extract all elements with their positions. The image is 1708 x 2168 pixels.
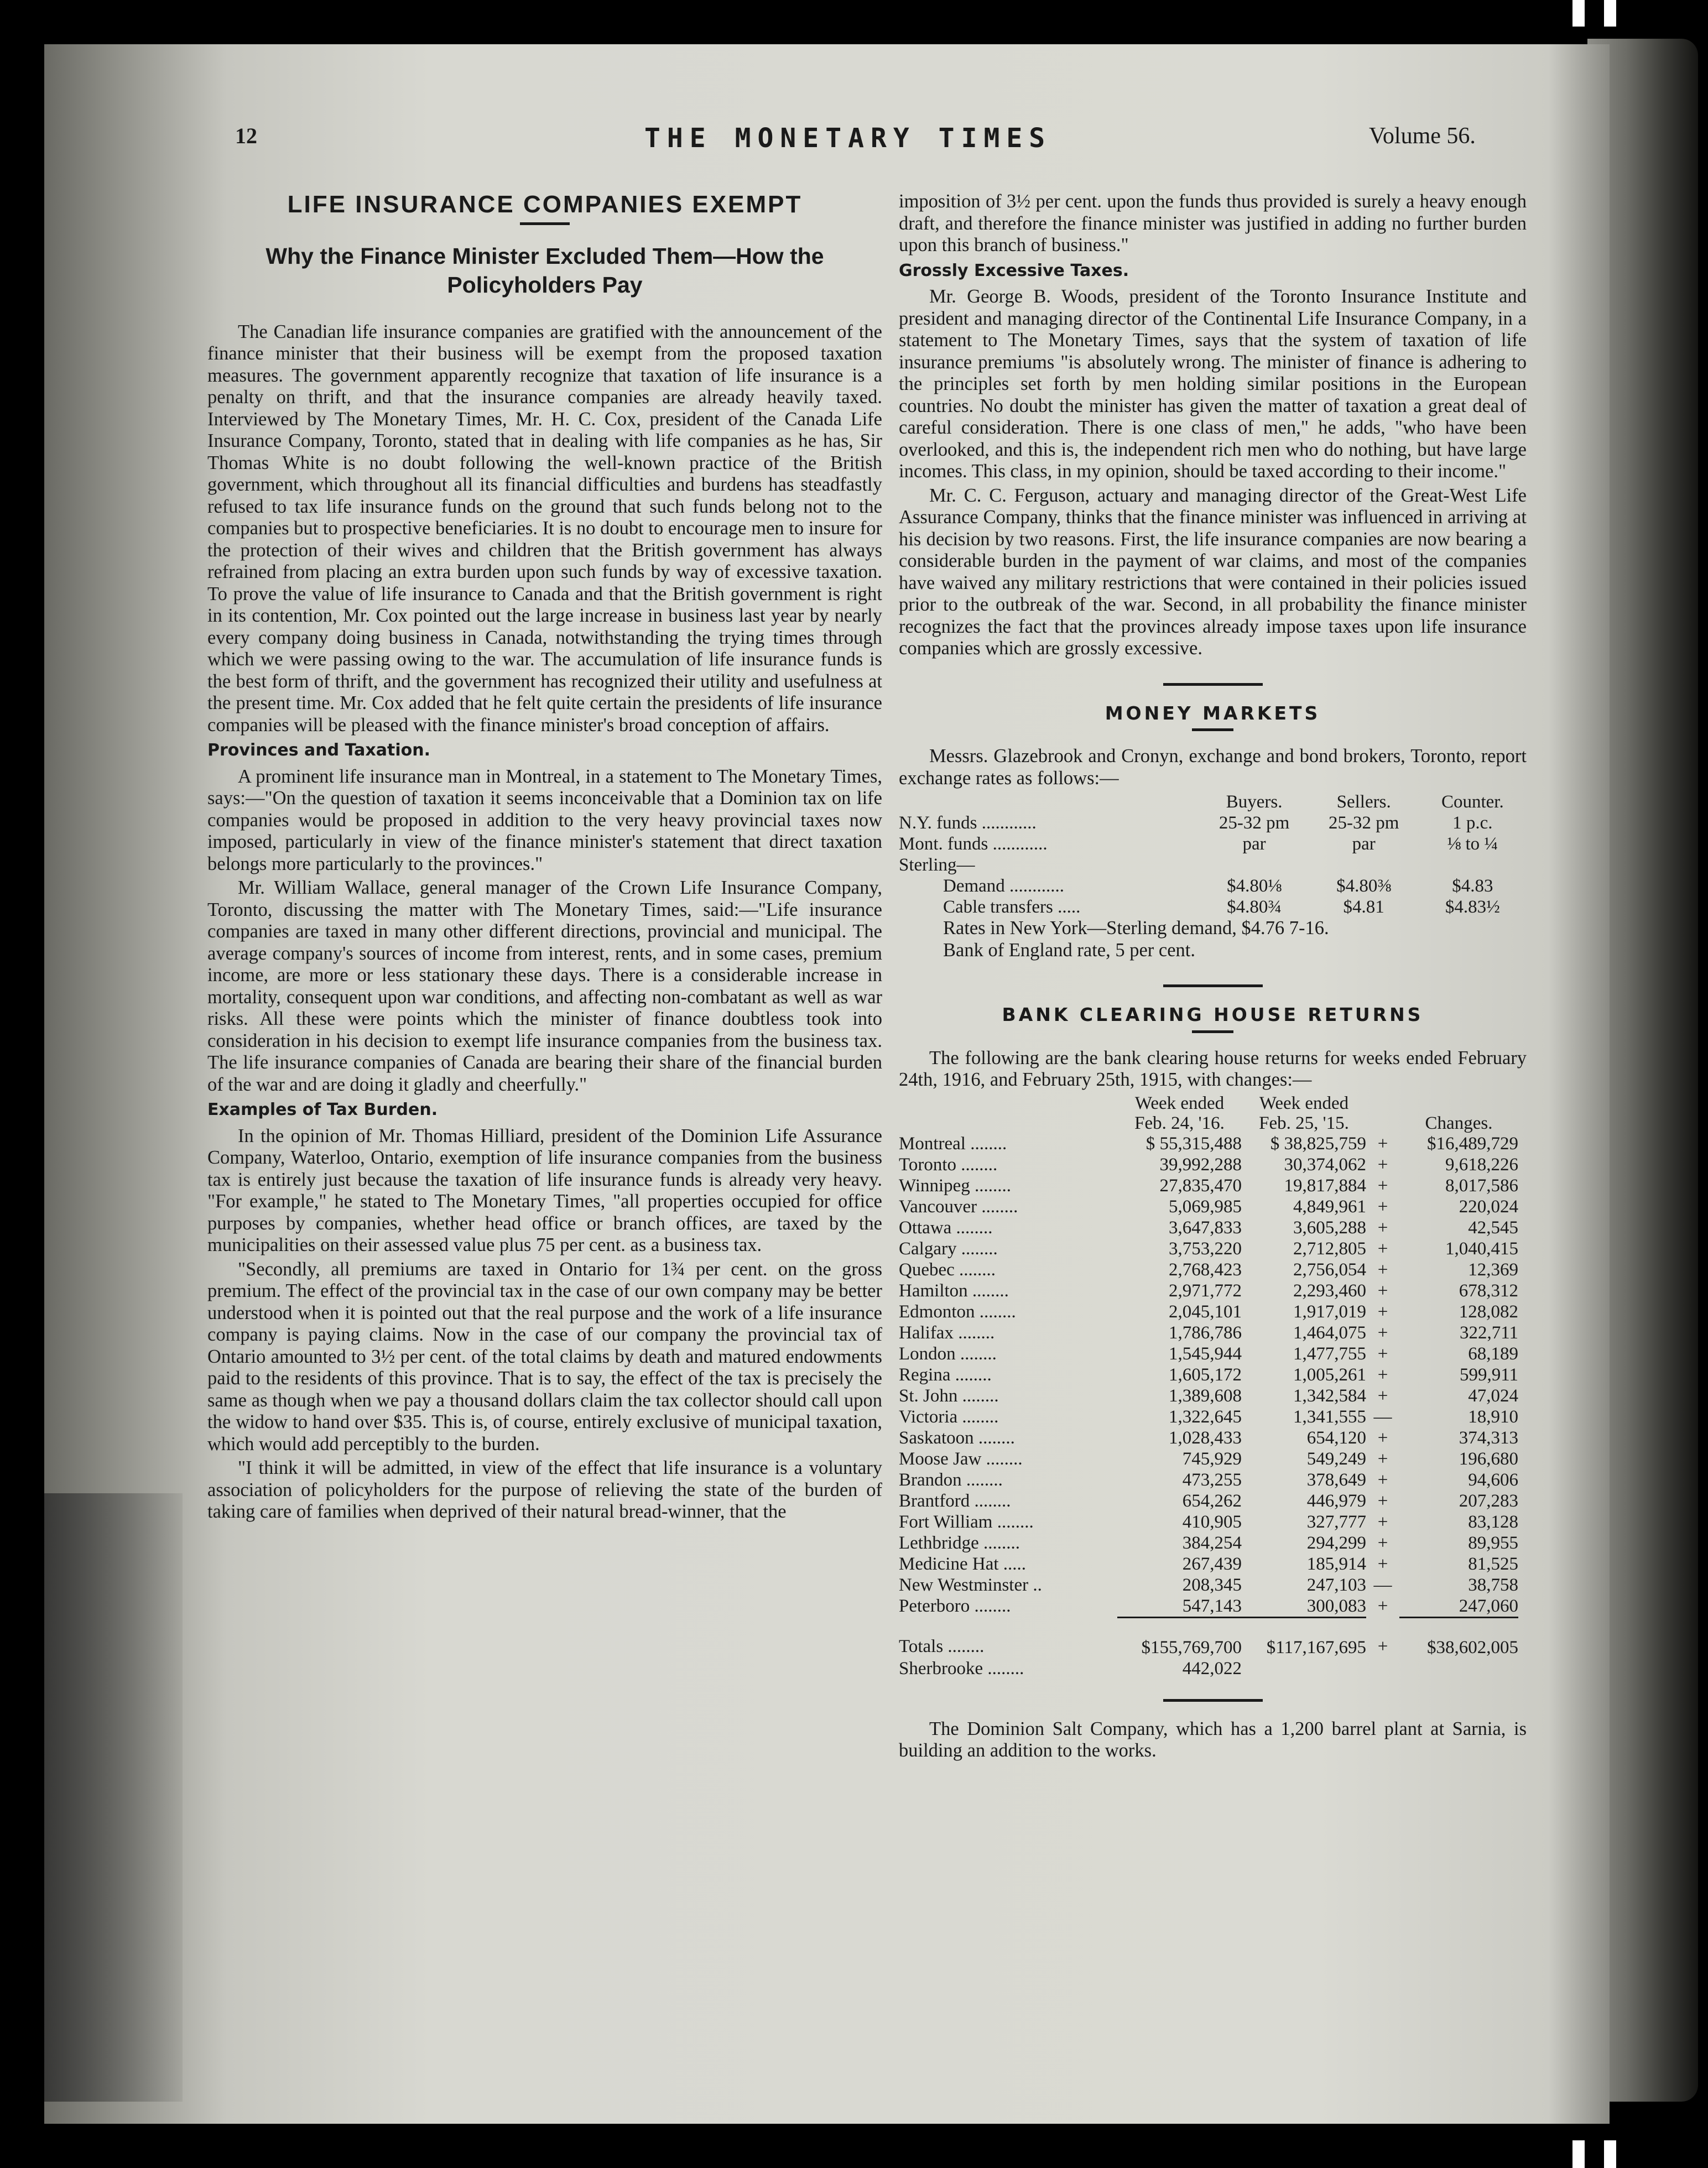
table-cell: 25-32 pm	[1328, 813, 1399, 833]
change-value: 1,040,415	[1445, 1238, 1518, 1259]
row-label: Moose Jaw ........	[899, 1448, 1023, 1469]
change-value: 8,017,586	[1445, 1175, 1518, 1196]
change-value: 83,128	[1468, 1512, 1518, 1532]
change-sign: +	[1377, 1427, 1388, 1448]
row-label: N.Y. funds ............	[899, 813, 1037, 833]
change-sign: +	[1377, 1533, 1388, 1553]
table-cell: 1,028,433	[1169, 1427, 1242, 1448]
table-row	[899, 1133, 1518, 1154]
row-label: Lethbridge ........	[899, 1533, 1020, 1553]
table-row	[899, 1554, 1518, 1575]
column-header: Buyers.	[1226, 792, 1283, 812]
table-cell: 1,341,555	[1293, 1406, 1366, 1427]
row-label: Brantford ........	[899, 1490, 1011, 1511]
right-column	[899, 191, 1527, 1764]
change-sign: +	[1377, 1133, 1388, 1154]
change-value: 38,758	[1468, 1575, 1518, 1595]
table-cell: 1,605,172	[1169, 1364, 1242, 1385]
section-separator	[1163, 683, 1263, 686]
change-sign: +	[1377, 1196, 1388, 1217]
bank-clearing-title: BANK CLEARING HOUSE RETURNS	[1002, 1004, 1424, 1025]
row-label: Peterboro ........	[899, 1596, 1011, 1616]
change-sign: +	[1377, 1259, 1388, 1280]
paragraph: In the opinion of Mr. Thomas Hilliard, president of the Dominion Life Assurance Company, Waterloo, Ontario, exemption of life insurance companies from the business tax is entirely just because the taxation of life insurance funds is already very heavy. "For example," he stated to The Monetary Times, "all properties occupied for office purposes by companies, whether head office or branch offices, are taxed by the municipalities on their assessed value plus 75 per cent. as a business tax.	[207, 1125, 882, 1255]
change-sign: +	[1377, 1596, 1388, 1616]
table-cell: $4.83	[1452, 876, 1493, 896]
table-cell: 19,817,884	[1284, 1175, 1366, 1196]
table-cell: 2,768,423	[1169, 1259, 1242, 1280]
change-sign: +	[1377, 1637, 1388, 1656]
row-label: Sterling—	[899, 855, 975, 875]
table-cell: par	[1352, 834, 1376, 854]
exchange-rates-table	[899, 791, 1527, 918]
table-cell: $155,769,700	[1117, 1617, 1242, 1658]
table-row	[899, 1575, 1518, 1596]
table-row	[899, 1259, 1518, 1280]
table-cell: 1,477,755	[1293, 1343, 1366, 1364]
row-label: Victoria ........	[899, 1406, 999, 1427]
table-row	[899, 1175, 1518, 1196]
table-cell: 654,262	[1182, 1490, 1242, 1511]
row-label: Hamilton ........	[899, 1280, 1009, 1301]
row-label: Vancouver ........	[899, 1196, 1018, 1217]
change-value: 18,910	[1468, 1406, 1518, 1427]
paragraph: Mr. George B. Woods, president of the Toronto Insurance Institute and president and managing director of the Continental Life Insurance Company, in a statement to The Monetary Times, says that the system of taxation of life insurance premiums "is absolutely wrong. The minister of finance is adhering to the principles set forth by men holding similar positions in the European countries. No doubt the minister has given the matter of taxation a great deal of careful consideration. There is one class of men," he adds, "who have been overlooked, and this is, the independent rich men who do nothing, but have large incomes. This class, in my opinion, should be taxed according to their income."	[899, 286, 1527, 482]
section-heading: Provinces and Taxation.	[207, 741, 430, 760]
table-row	[899, 1322, 1518, 1343]
title-rule	[1192, 728, 1233, 731]
table-cell: $ 38,825,759	[1270, 1133, 1366, 1154]
change-sign: +	[1377, 1490, 1388, 1511]
table-cell: 1,917,019	[1293, 1301, 1366, 1322]
row-label: Brandon ........	[899, 1469, 1003, 1490]
table-cell: 446,979	[1306, 1490, 1366, 1511]
article-title: LIFE INSURANCE COMPANIES EXEMPT	[287, 191, 803, 218]
column-header: Week ended	[1259, 1093, 1349, 1113]
change-sign: +	[1377, 1217, 1388, 1238]
table-cell: 2,045,101	[1169, 1301, 1242, 1322]
change-value: 12,369	[1468, 1259, 1518, 1280]
table-row	[899, 854, 1527, 875]
column-header: Changes.	[1425, 1113, 1493, 1133]
change-value: 599,911	[1459, 1364, 1518, 1385]
change-sign: —	[1373, 1575, 1392, 1595]
table-row	[899, 1469, 1518, 1490]
table-cell: 442,022	[1182, 1658, 1242, 1679]
row-label: Sherbrooke ........	[899, 1658, 1024, 1679]
table-cell: 247,103	[1306, 1575, 1366, 1595]
table-cell: 384,254	[1182, 1533, 1242, 1553]
change-sign: +	[1377, 1554, 1388, 1574]
change-value: 42,545	[1468, 1217, 1518, 1238]
change-sign: +	[1377, 1512, 1388, 1532]
table-header-row	[899, 1093, 1518, 1113]
table-cell: 473,255	[1182, 1469, 1242, 1490]
section-separator	[1163, 984, 1263, 987]
column-header: Week ended	[1134, 1093, 1225, 1113]
column-header: Feb. 25, '15.	[1259, 1113, 1349, 1133]
table-cell: 1,005,261	[1293, 1364, 1366, 1385]
change-sign: —	[1373, 1406, 1392, 1427]
rate-note: Rates in New York—Sterling demand, $4.76 7-16.	[943, 918, 1329, 939]
paragraph: Mr. William Wallace, general manager of the Crown Life Insurance Company, Toronto, discussing the matter with The Monetary Times, said:—"Life insurance companies are taxed in many other different directions, provincial and municipal. The average company's sources of income from interest, rents, and in some cases, premium income, are more or less stationary these days. There is a considerable increase in mortality, consequent upon war conditions, and affecting non-combatant as well as war risks. All these were points which the minister of finance doubtless took into consideration in his decision to exempt life insurance companies from the business tax. The life insurance companies of Canada are bearing their share of the financial burden of the war and are doing it gladly and cheerfully."	[207, 877, 882, 1095]
table-cell: par	[1242, 834, 1266, 854]
table-cell: 1 p.c.	[1452, 813, 1493, 833]
table-row	[899, 1238, 1518, 1259]
money-markets-title: MONEY MARKETS	[1105, 702, 1321, 724]
table-cell: 2,756,054	[1293, 1259, 1366, 1280]
table-row	[899, 1343, 1518, 1364]
change-value: 81,525	[1468, 1554, 1518, 1574]
change-value: 68,189	[1468, 1343, 1518, 1364]
rate-note: Bank of England rate, 5 per cent.	[943, 939, 1195, 961]
table-cell: 30,374,062	[1284, 1154, 1366, 1175]
table-cell: 2,712,805	[1293, 1238, 1366, 1259]
table-row	[899, 1154, 1518, 1175]
table-row	[899, 1217, 1518, 1238]
change-value: 94,606	[1468, 1469, 1518, 1490]
table-row	[899, 1512, 1518, 1533]
row-label: Halifax ........	[899, 1322, 995, 1343]
table-cell: 5,069,985	[1169, 1196, 1242, 1217]
paragraph-continued: imposition of 3½ per cent. upon the funds thus provided is surely a heavy enough draft, and therefore the finance minister was justified in adding no further burden upon this branch of business."	[899, 191, 1527, 256]
table-cell: 1,322,645	[1169, 1406, 1242, 1427]
table-cell: 1,464,075	[1293, 1322, 1366, 1343]
change-sign: +	[1377, 1343, 1388, 1364]
change-value: $38,602,005	[1399, 1617, 1518, 1658]
change-sign	[1366, 1658, 1399, 1679]
row-label: Winnipeg ........	[899, 1175, 1012, 1196]
row-label: Calgary ........	[899, 1238, 998, 1259]
row-label: Medicine Hat .....	[899, 1554, 1027, 1574]
totals-row	[899, 1617, 1518, 1658]
table-row	[899, 1448, 1518, 1469]
table-row	[899, 1406, 1518, 1427]
column-header: Feb. 24, '16.	[1134, 1113, 1225, 1133]
change-sign: +	[1377, 1364, 1388, 1385]
table-cell: 4,849,961	[1293, 1196, 1366, 1217]
change-sign: +	[1377, 1280, 1388, 1301]
change-sign: +	[1377, 1385, 1388, 1406]
table-cell: $4.80¾	[1227, 897, 1282, 917]
paragraph: "Secondly, all premiums are taxed in Ontario for 1¾ per cent. on the gross premium. The effect of the provincial tax in the case of our own company may be better understood when it is pointed out that the real purpose and the work of a life insurance company is paying claims. Now in the case of our company the provincial tax of Ontario amounted to 3½ per cent. of the total claims by death and matured endowments paid to the residents of this province. That is to say, the effect of the tax is precisely the same as though when we pay a thousand dollars claim the tax collector should call upon the widow to hand over $35. This is, of course, entirely exclusive of municipal taxation, which would add perceptibly to the burden.	[207, 1258, 882, 1455]
table-row	[899, 1596, 1518, 1618]
table-cell: 3,647,833	[1169, 1217, 1242, 1238]
change-sign: +	[1377, 1175, 1388, 1196]
row-label: Edmonton ........	[899, 1301, 1016, 1322]
table-cell: 547,143	[1182, 1596, 1242, 1616]
table-cell: 549,249	[1306, 1448, 1366, 1469]
table-row	[899, 812, 1527, 833]
row-label: Ottawa ........	[899, 1217, 993, 1238]
change-sign: +	[1377, 1469, 1388, 1490]
change-value	[1399, 1658, 1518, 1679]
bank-clearing-intro: The following are the bank clearing house returns for weeks ended February 24th, 1916, and February 25th, 1915, with changes:—	[899, 1047, 1527, 1090]
section-separator	[1163, 1699, 1263, 1702]
change-sign: +	[1377, 1322, 1388, 1343]
table-header-row	[899, 1113, 1518, 1133]
row-label: Quebec ........	[899, 1259, 996, 1280]
volume-label: Volume 56.	[1369, 123, 1476, 149]
table-cell: $4.83½	[1445, 897, 1500, 917]
page-number: 12	[235, 123, 257, 148]
table-cell: $4.80⅛	[1227, 876, 1282, 896]
row-label: Totals ........	[899, 1637, 985, 1656]
table-cell: 2,971,772	[1169, 1280, 1242, 1301]
row-label: New Westminster ..	[899, 1575, 1042, 1595]
change-value: 47,024	[1468, 1385, 1518, 1406]
table-row	[899, 1490, 1518, 1512]
change-value: 9,618,226	[1445, 1154, 1518, 1175]
change-value: 678,312	[1459, 1280, 1518, 1301]
change-value: 247,060	[1459, 1596, 1518, 1616]
change-value: 207,283	[1459, 1490, 1518, 1511]
table-cell: 39,992,288	[1159, 1154, 1242, 1175]
table-row	[899, 1364, 1518, 1385]
table-cell: 3,753,220	[1169, 1238, 1242, 1259]
bank-clearing-table	[899, 1093, 1518, 1679]
row-label: Mont. funds ............	[899, 834, 1048, 854]
closing-note: The Dominion Salt Company, which has a 1,200 barrel plant at Sarnia, is building an addition to the works.	[899, 1718, 1527, 1761]
money-markets-intro: Messrs. Glazebrook and Cronyn, exchange and bond brokers, Toronto, report exchange rates as follows:—	[899, 746, 1527, 789]
paragraph: Mr. C. C. Ferguson, actuary and managing director of the Great-West Life Assurance Company, thinks that the finance minister was influenced in arriving at his decision by two reasons. First, the life insurance companies are now bearing a considerable burden in the payment of war claims, and most of the companies have waived any military restrictions that were contained in their policies issued prior to the outbreak of the war. Second, in all probability the finance minister recognizes the fact that the provinces already impose taxes upon life insurance companies which are grossly excessive.	[899, 484, 1527, 659]
table-row	[899, 1301, 1518, 1322]
table-cell: 654,120	[1306, 1427, 1366, 1448]
table-cell: 27,835,470	[1159, 1175, 1242, 1196]
section-heading: Grossly Excessive Taxes.	[899, 260, 1129, 280]
column-header: Counter.	[1441, 792, 1504, 812]
row-label: Montreal ........	[899, 1133, 1007, 1154]
table-row	[899, 1196, 1518, 1217]
table-row	[899, 1533, 1518, 1554]
table-cell: 300,083	[1306, 1596, 1366, 1616]
paragraph: A prominent life insurance man in Montreal, in a statement to The Monetary Times, says:—"On the question of taxation it seems inconceivable that a Dominion tax on life companies would be proposed in addition to the very heavy provincial taxes now imposed, particularly in view of the finance minister's statement that direct taxation belongs more particularly to the provinces."	[207, 765, 882, 874]
change-value: 374,313	[1459, 1427, 1518, 1448]
row-label: Toronto ........	[899, 1154, 998, 1175]
table-cell: 185,914	[1306, 1554, 1366, 1574]
row-label: Regina ........	[899, 1364, 992, 1385]
row-label: London ........	[899, 1343, 997, 1364]
table-cell: 267,439	[1182, 1554, 1242, 1574]
table-cell: 410,905	[1182, 1512, 1242, 1532]
change-value: 128,082	[1459, 1301, 1518, 1322]
table-cell: 1,545,944	[1169, 1343, 1242, 1364]
paragraph: The Canadian life insurance companies are gratified with the announcement of the finance minister that their business will be exempt from the proposed taxation measures. The government apparently recognize that taxation of life insurance is a penalty on thrift, and that the insurance companies are already heavily taxed. Interviewed by The Monetary Times, Mr. H. C. Cox, president of the Canada Life Insurance Company, Toronto, stated that in dealing with life companies as he has, Sir Thomas White is no doubt following the well-known practice of the British government, which throughout all its financial difficulties and burdens has steadfastly refused to tax life insurance funds on the ground that such funds belong not to the companies but to prospective beneficiaries. It is no doubt to encourage men to insure for the protection of their wives and children that the British government has always refrained from placing an extra burden upon such funds by way of excessive taxation. To prove the value of life insurance to Canada and that the British government is right in its contention, Mr. Cox pointed out the large increase in business last year by nearly every company doing business in Canada, notwithstanding the trying times through which we were passing owing to the war. The accumulation of life insurance funds is the best form of thrift, and the government has recognized their utility and usefulness at the present time. Mr. Cox added that he felt quite certain the presidents of life insurance companies will be pleased with the finance minister's broad conception of affairs.	[207, 321, 882, 736]
table-cell: $ 55,315,488	[1145, 1133, 1242, 1154]
left-column	[207, 191, 882, 1525]
table-cell: 208,345	[1182, 1575, 1242, 1595]
journal-title: THE MONETARY TIMES	[644, 123, 1052, 154]
table-cell: 327,777	[1306, 1512, 1366, 1532]
paragraph: "I think it will be admitted, in view of the effect that life insurance is a voluntary association of policyholders for the purpose of relieving the state of the burden of taking care of families when deprived of their natural bread-winner, that the	[207, 1457, 882, 1522]
table-cell: 25-32 pm	[1218, 813, 1290, 833]
table-cell: $117,167,695	[1242, 1617, 1366, 1658]
change-sign: +	[1377, 1448, 1388, 1469]
table-row	[899, 897, 1527, 918]
table-cell: 378,649	[1306, 1469, 1366, 1490]
table-cell: $4.80⅜	[1336, 876, 1392, 896]
change-value: 196,680	[1459, 1448, 1518, 1469]
title-rule	[520, 222, 570, 225]
row-label: St. John ........	[899, 1385, 999, 1406]
table-cell: 1,786,786	[1169, 1322, 1242, 1343]
change-value: $16,489,729	[1427, 1133, 1518, 1154]
table-row	[899, 1427, 1518, 1448]
change-value: 220,024	[1459, 1196, 1518, 1217]
table-cell: 3,605,288	[1293, 1217, 1366, 1238]
change-sign: +	[1377, 1238, 1388, 1259]
table-cell: 2,293,460	[1293, 1280, 1366, 1301]
table-row	[899, 833, 1527, 854]
table-cell	[1242, 1658, 1366, 1679]
table-cell: 294,299	[1306, 1533, 1366, 1553]
row-label: Cable transfers .....	[943, 897, 1081, 917]
table-row	[899, 1658, 1518, 1679]
change-value: 322,711	[1459, 1322, 1518, 1343]
table-row	[899, 1280, 1518, 1301]
table-cell: 1,342,584	[1293, 1385, 1366, 1406]
table-cell: 745,929	[1182, 1448, 1242, 1469]
article-subtitle: Why the Finance Minister Excluded Them—How the Policyholders Pay	[265, 243, 824, 298]
table-row	[899, 875, 1527, 897]
table-header-row	[899, 791, 1527, 812]
change-sign: +	[1377, 1301, 1388, 1322]
table-cell: 1,389,608	[1169, 1385, 1242, 1406]
title-rule	[1192, 1030, 1233, 1033]
row-label: Fort William ........	[899, 1512, 1034, 1532]
row-label: Demand ............	[943, 876, 1065, 896]
column-header: Sellers.	[1336, 792, 1391, 812]
change-value: 89,955	[1468, 1533, 1518, 1553]
change-sign: +	[1377, 1154, 1388, 1175]
table-cell: ⅛ to ¼	[1447, 834, 1498, 854]
section-heading: Examples of Tax Burden.	[207, 1100, 438, 1119]
table-row	[899, 1385, 1518, 1406]
row-label: Saskatoon ........	[899, 1427, 1015, 1448]
table-cell: $4.81	[1343, 897, 1384, 917]
